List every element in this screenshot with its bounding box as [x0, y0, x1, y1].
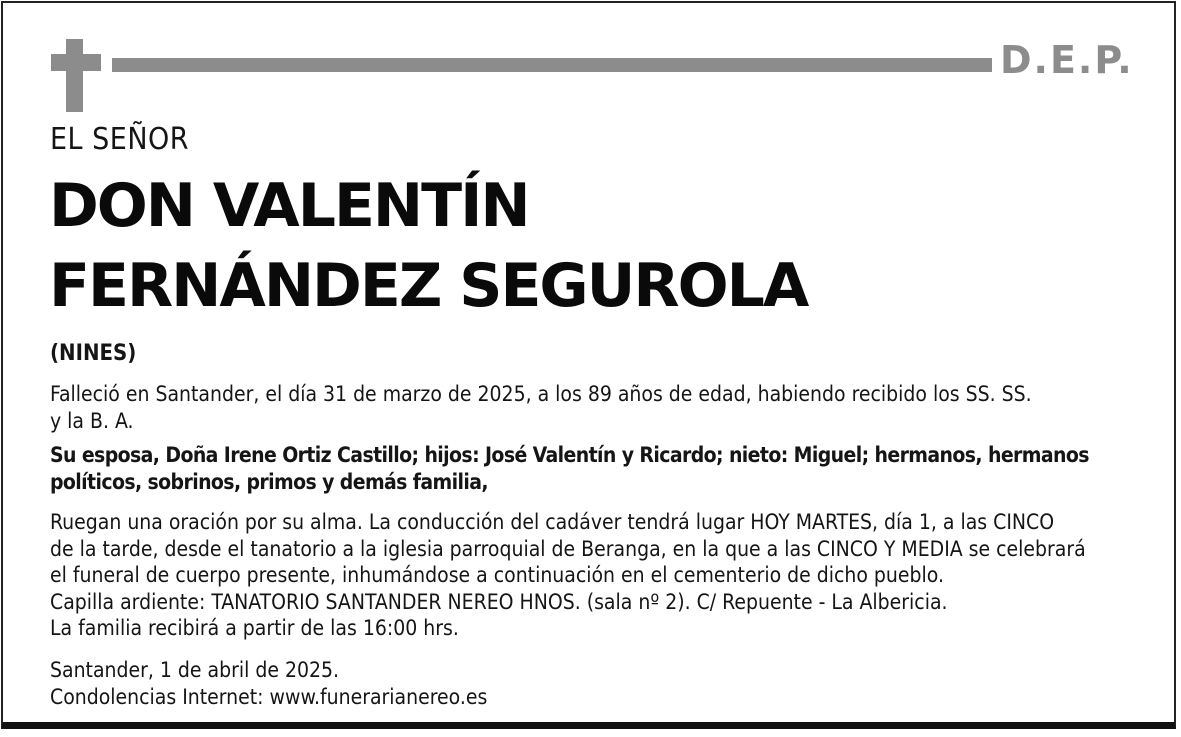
family-line: políticos, sobrinos, primos y demás familia, — [50, 469, 488, 494]
deceased-name-line-1: DON VALENTÍN — [49, 171, 529, 241]
death-line: y la B. A. — [50, 408, 134, 433]
family-paragraph — [50, 442, 1089, 495]
header-rule — [112, 58, 992, 72]
nickname: (NINES) — [50, 341, 137, 366]
ceremony-line: Ruegan una oración por su alma. La conducción del cadáver tendrá lugar HOY MARTES, día 1, a las CINCO — [50, 510, 1055, 534]
condolences-line: Condolencias Internet: www.funerarianereo.es — [50, 684, 488, 709]
family-line: Su esposa, Doña Irene Ortiz Castillo; hijos: José Valentín y Ricardo; nieto: Miguel; hermanos, hermanos — [50, 443, 1089, 467]
cross-icon — [66, 39, 83, 112]
closing-paragraph — [50, 657, 487, 710]
honorific: EL SEÑOR — [50, 122, 190, 157]
ceremony-paragraph — [50, 509, 1086, 642]
ceremony-line: el funeral de cuerpo presente, inhumándose a continuación en el cementerio de dicho pueblo. — [50, 563, 944, 587]
date-line: Santander, 1 de abril de 2025. — [50, 658, 340, 682]
chapel-line: Capilla ardiente: TANATORIO SANTANDER NEREO HNOS. (sala nº 2). C/ Repuente - La Albericia. — [50, 589, 948, 614]
dep-label: D.E.P. — [1000, 38, 1134, 82]
reception-line: La familia recibirá a partir de las 16:00 hrs. — [50, 616, 459, 640]
deceased-name-line-2: FERNÁNDEZ SEGUROLA — [49, 251, 808, 321]
ceremony-line: de la tarde, desde el tanatorio a la iglesia parroquial de Beranga, en la que a las CINCO Y MEDIA se celebrará — [50, 536, 1086, 561]
death-line: Falleció en Santander, el día 31 de marzo de 2025, a los 89 años de edad, habiendo recibido los SS. SS. — [50, 382, 1032, 406]
cross-icon-arm — [51, 54, 101, 71]
death-paragraph — [50, 381, 1032, 434]
obituary-notice — [1, 1, 1176, 729]
